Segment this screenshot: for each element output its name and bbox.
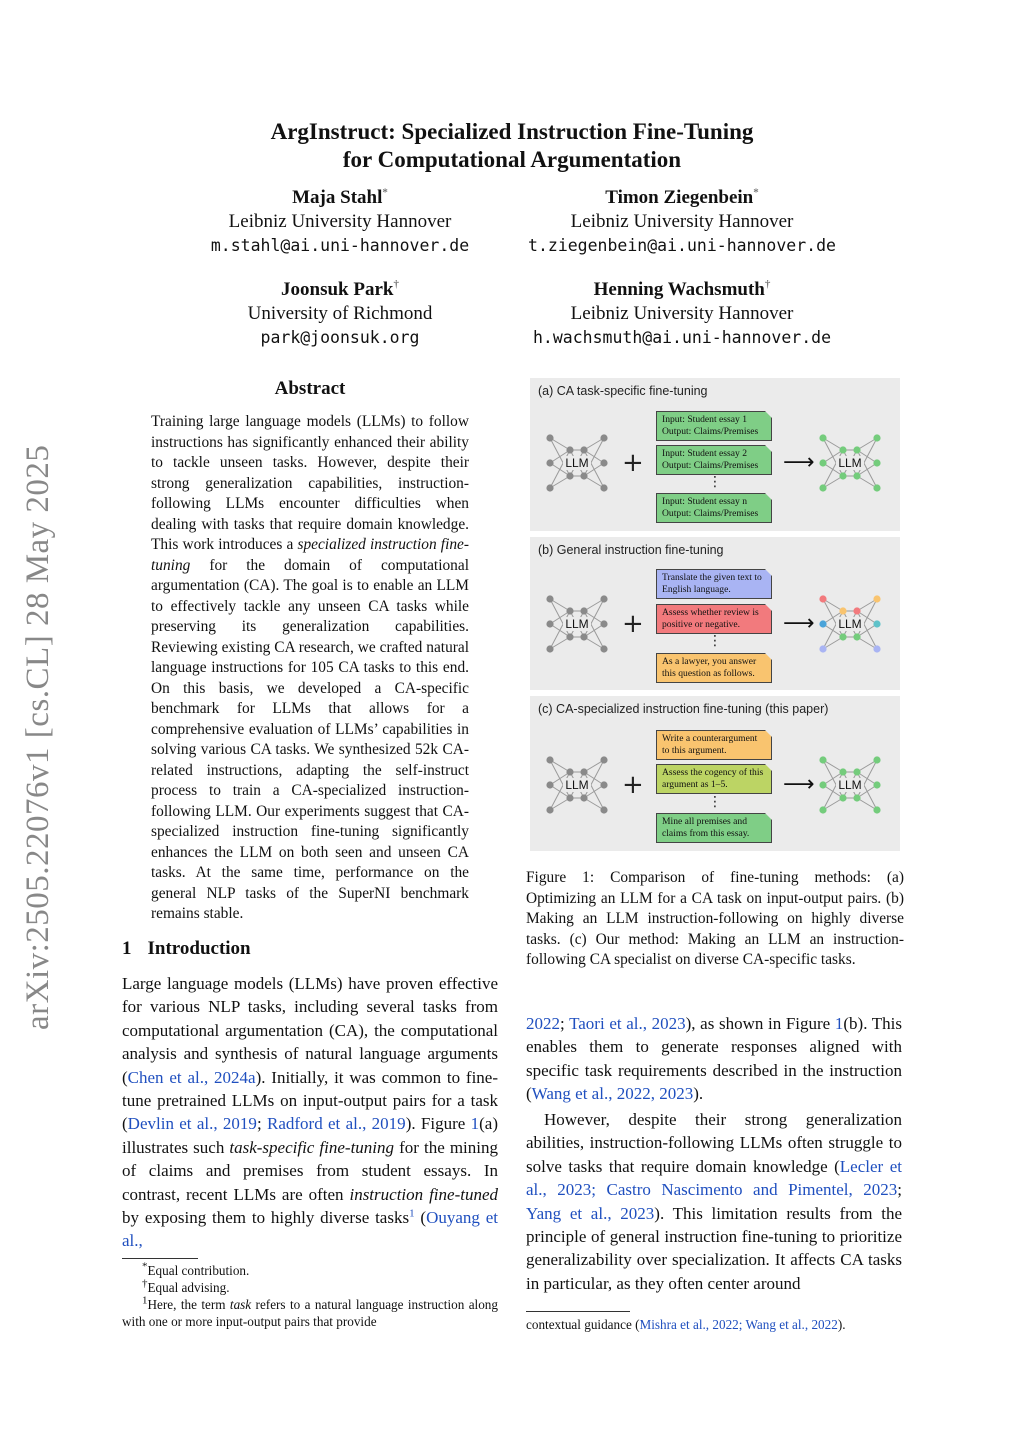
network-node	[600, 434, 607, 441]
author-email[interactable]: m.stahl@ai.uni-hannover.de	[210, 236, 470, 255]
figure-panel-c	[530, 696, 900, 851]
network-node	[600, 620, 607, 627]
intro-paragraph-2	[526, 1108, 902, 1295]
network-node	[546, 459, 553, 466]
network-node	[853, 633, 860, 640]
network-node	[546, 781, 553, 788]
panel-title: (a) CA task-specific fine-tuning	[538, 384, 708, 398]
instruction-tag: Assess whether review is positive or negative.	[656, 604, 772, 634]
abstract-emphasis: specialized instruction fine-tuning	[151, 536, 469, 574]
figure-ref-link[interactable]: 1	[834, 1014, 844, 1033]
network-node	[839, 472, 846, 479]
panel-title: (c) CA-specialized instruction fine-tuning (this paper)	[538, 702, 829, 716]
network-node	[873, 484, 880, 491]
figure-panel-a	[530, 378, 900, 531]
ellipsis-icon: ⋮	[708, 633, 722, 649]
citation-link[interactable]: Yang et al., 2023	[526, 1203, 655, 1223]
plus-icon: +	[622, 609, 644, 639]
section-number: 1	[122, 938, 132, 959]
author-mark: *	[753, 186, 759, 199]
network-node	[839, 794, 846, 801]
network-node	[580, 794, 587, 801]
text-run: ;	[256, 1114, 267, 1134]
network-node	[873, 781, 880, 788]
network-node	[839, 633, 846, 640]
network-node	[580, 607, 587, 614]
network-node	[600, 806, 607, 813]
network-node	[566, 794, 573, 801]
author-block-4	[522, 278, 842, 350]
network-node	[819, 459, 826, 466]
section-title: Introduction	[147, 938, 251, 959]
footnote-mark: *	[142, 1260, 148, 1273]
arxiv-identifier: arXiv:2505.22076v1 [cs.CL] 28 May 2025	[20, 444, 56, 1030]
citation-link[interactable]: Radford et al., 2019	[266, 1114, 406, 1134]
footnote-ref-link[interactable]: 1	[409, 1207, 415, 1220]
ellipsis-icon: ⋮	[708, 474, 722, 490]
network-node	[873, 645, 880, 652]
network-node	[819, 756, 826, 763]
footnote-3-continued	[526, 1316, 902, 1333]
footnote-text: Equal advising.	[147, 1280, 230, 1295]
network-node	[600, 484, 607, 491]
network-node	[546, 806, 553, 813]
network-node	[819, 781, 826, 788]
author-block-3	[180, 278, 500, 350]
citation-link[interactable]: Chen et al., 2024a	[127, 1067, 256, 1087]
network-node	[873, 756, 880, 763]
network-node	[580, 472, 587, 479]
instruction-tag: Input: Student essay n Output: Claims/Premises	[656, 493, 772, 523]
citation-link[interactable]: Devlin et al., 2019	[127, 1114, 257, 1134]
llm-network-icon	[815, 428, 885, 498]
llm-label: LLM	[565, 617, 589, 631]
abstract-heading: Abstract	[274, 378, 346, 399]
network-node	[600, 459, 607, 466]
footnote-3	[122, 1296, 498, 1330]
network-node	[853, 472, 860, 479]
paper-title	[0, 118, 1024, 174]
footnote-2	[122, 1279, 498, 1296]
network-node	[819, 806, 826, 813]
llm-label: LLM	[838, 778, 862, 792]
figure-ref-link[interactable]: 1	[470, 1114, 480, 1134]
network-node	[819, 434, 826, 441]
network-node	[873, 595, 880, 602]
network-node	[600, 595, 607, 602]
network-node	[546, 595, 553, 602]
network-node	[873, 620, 880, 627]
citation-link[interactable]: Lecler et al., 2023; Castro Nascimento and Pimentel, 2023	[526, 1156, 902, 1200]
author-name: Henning Wachsmuth	[593, 279, 765, 300]
author-email[interactable]: park@joonsuk.org	[260, 328, 420, 347]
text-run: ). Figure	[405, 1114, 471, 1134]
author-affiliation: University of Richmond	[247, 303, 433, 324]
instruction-tag: Input: Student essay 1 Output: Claims/Premises	[656, 411, 772, 441]
network-node	[853, 768, 860, 775]
text-run: However, despite their strong generalization abilities, instruction-following LLMs often struggle to solve tasks that require domain knowledge (	[526, 1110, 902, 1176]
footnotes	[122, 1262, 498, 1330]
footnote-1	[122, 1262, 498, 1279]
title-line-1: ArgInstruct: Specialized Instruction Fine-Tuning	[270, 119, 754, 144]
network-node	[566, 768, 573, 775]
footnote-text: Here, the term	[147, 1297, 230, 1312]
text-run: (b). This enables them to generate responses aligned with specific task requirements described in the instruction (	[526, 1014, 902, 1104]
network-node	[580, 446, 587, 453]
citation-link[interactable]: 2022	[526, 1014, 560, 1033]
llm-network-icon	[542, 589, 612, 659]
plus-icon: +	[622, 770, 644, 800]
network-node	[839, 446, 846, 453]
text-run: (	[414, 1208, 427, 1228]
network-node	[566, 446, 573, 453]
instruction-tag: Input: Student essay 2 Output: Claims/Premises	[656, 445, 772, 475]
network-node	[819, 620, 826, 627]
footnote-emphasis: task	[229, 1297, 252, 1312]
figure-caption: Figure 1: Comparison of fine-tuning methods: (a) Optimizing an LLM for a CA task on input-output pairs. (b) Making an LLM instruction-following on highly diverse tasks. (c) Our method: Making an LLM an instruction-following CA specialist on diverse CA-specific tasks.	[526, 869, 904, 968]
llm-label: LLM	[565, 778, 589, 792]
plus-icon: +	[622, 448, 644, 478]
text-run: by exposing them to highly diverse tasks	[122, 1208, 410, 1228]
network-node	[600, 645, 607, 652]
instruction-tag: Mine all premises and claims from this essay.	[656, 813, 772, 843]
llm-network-icon	[815, 750, 885, 820]
author-affiliation: Leibniz University Hannover	[570, 303, 794, 324]
author-name: Joonsuk Park	[281, 279, 394, 300]
footnote-text: contextual guidance (	[526, 1317, 640, 1332]
text-run: ), as shown in Figure	[685, 1014, 835, 1033]
network-node	[853, 446, 860, 453]
network-node	[566, 607, 573, 614]
network-node	[853, 607, 860, 614]
footnote-text: ).	[837, 1317, 846, 1332]
intro-paragraph-1	[122, 972, 498, 1253]
arrow-right-icon: ⟶	[783, 611, 815, 636]
network-node	[600, 756, 607, 763]
abstract-text	[151, 412, 469, 925]
llm-network-icon	[542, 428, 612, 498]
text-emphasis: instruction fine-tuned	[349, 1184, 498, 1204]
llm-network-icon	[815, 589, 885, 659]
network-node	[546, 620, 553, 627]
instruction-tag: Translate the given text to English language.	[656, 569, 772, 599]
footnote-text: refers to a natural language instruction along with one or more input-output pairs that provide	[122, 1297, 498, 1329]
text-run: ;	[897, 1180, 902, 1200]
network-node	[546, 484, 553, 491]
network-node	[600, 781, 607, 788]
author-block-1	[180, 186, 500, 258]
footnote-mark: †	[142, 1277, 148, 1290]
network-node	[873, 459, 880, 466]
citation-link[interactable]: Mishra et al., 2022; Wang et al., 2022	[639, 1317, 838, 1332]
footnote-rule	[526, 1311, 630, 1312]
footnote-rule	[122, 1258, 198, 1259]
author-mark: *	[382, 186, 388, 199]
author-name: Maja Stahl	[292, 187, 383, 208]
network-node	[580, 768, 587, 775]
author-email[interactable]: h.wachsmuth@ai.uni-hannover.de	[532, 328, 831, 347]
figure-panel-b	[530, 537, 900, 690]
network-node	[819, 645, 826, 652]
network-node	[839, 768, 846, 775]
citation-link[interactable]: Taori et al., 2023	[569, 1014, 686, 1033]
citation-link[interactable]: Wang et al., 2022, 2023	[531, 1084, 694, 1104]
text-run: ). This limitation results from the principle of general instruction fine-tuning to prioritize generalizability over specialization. It affects CA tasks in particular, as they often center around	[526, 1203, 902, 1293]
title-line-2: for Computational Argumentation	[342, 147, 682, 172]
author-email[interactable]: t.ziegenbein@ai.uni-hannover.de	[528, 236, 836, 255]
ellipsis-icon: ⋮	[708, 794, 722, 810]
author-affiliation: Leibniz University Hannover	[228, 211, 452, 232]
section-heading	[122, 938, 251, 960]
network-node	[853, 794, 860, 801]
text-emphasis: task-specific fine-tuning	[229, 1137, 395, 1157]
panel-title: (b) General instruction fine-tuning	[538, 543, 724, 557]
footnote-text: Equal contribution.	[147, 1263, 250, 1278]
instruction-tag: As a lawyer, you answer this question as follows.	[656, 653, 772, 683]
llm-network-icon	[542, 750, 612, 820]
instruction-tag: Write a counterargument to this argument.	[656, 730, 772, 760]
citation-link[interactable]: Ouyang et al.,	[122, 1208, 499, 1251]
arrow-right-icon: ⟶	[783, 772, 815, 797]
text-run: (a) illustrates such	[122, 1114, 498, 1157]
abstract-text-part: Training large language models (LLMs) to follow instructions has significantly enhanced their ability to tackle unseen tasks. However, despite their strong generalization capabilities, instruction-following LLMs encounter difficulties when dealing with tasks that require domain knowledge. This work introduces a	[151, 413, 469, 553]
network-node	[819, 595, 826, 602]
network-node	[546, 645, 553, 652]
arrow-right-icon: ⟶	[783, 450, 815, 475]
text-run: Large language models (LLMs) have proven effective for various NLP tasks, including several tasks from computational argumentation (CA), the computational analysis and synthesis of natural language arguments (	[122, 974, 498, 1087]
network-node	[566, 633, 573, 640]
text-run: ). Initially, it was common to fine-tune pretrained LLMs on input-output pairs for a task (	[122, 1067, 499, 1134]
author-mark: †	[764, 278, 771, 291]
llm-label: LLM	[838, 456, 862, 470]
text-run: ).	[693, 1084, 704, 1104]
llm-label: LLM	[838, 617, 862, 631]
llm-label: LLM	[565, 456, 589, 470]
instruction-tag: Assess the cogency of this argument as 1–5.	[656, 764, 772, 794]
network-node	[566, 472, 573, 479]
network-node	[546, 434, 553, 441]
author-mark: †	[393, 278, 399, 291]
network-node	[873, 434, 880, 441]
network-node	[580, 633, 587, 640]
author-affiliation: Leibniz University Hannover	[570, 211, 794, 232]
network-node	[873, 806, 880, 813]
text-run: for the mining of claims and premises from student essays. In contrast, recent LLMs are often	[122, 1137, 498, 1204]
network-node	[839, 607, 846, 614]
intro-paragraph-1-continued	[526, 1012, 902, 1106]
network-node	[819, 484, 826, 491]
abstract-text-part: for the domain of computational argumentation (CA). The goal is to enable an LLM to effectively tackle any unseen CA tasks while preserving its generalization capabilities. Reviewing existing CA research, we crafted natural language instructions for 105 CA tasks to this end. On this basis, we developed a CA-specific benchmark for LLMs that allows for a comprehensive evaluation of LLMs’ capabilities in solving various CA tasks. We synthesized 52k CA-related instructions, adapting the self-instruct process to train a CA-specialized instruction-following LLM. Our experiments suggest that CA-specialized instruction fine-tuning significantly enhances the LLM on both seen and unseen CA tasks. At the same time, performance on the general NLP tasks of the SuperNI benchmark remains stable.	[151, 556, 469, 922]
text-run: ;	[560, 1014, 570, 1033]
network-node	[546, 756, 553, 763]
footnote-mark: 1	[142, 1294, 148, 1307]
author-name: Timon Ziegenbein	[605, 187, 754, 208]
author-block-2	[522, 186, 842, 258]
